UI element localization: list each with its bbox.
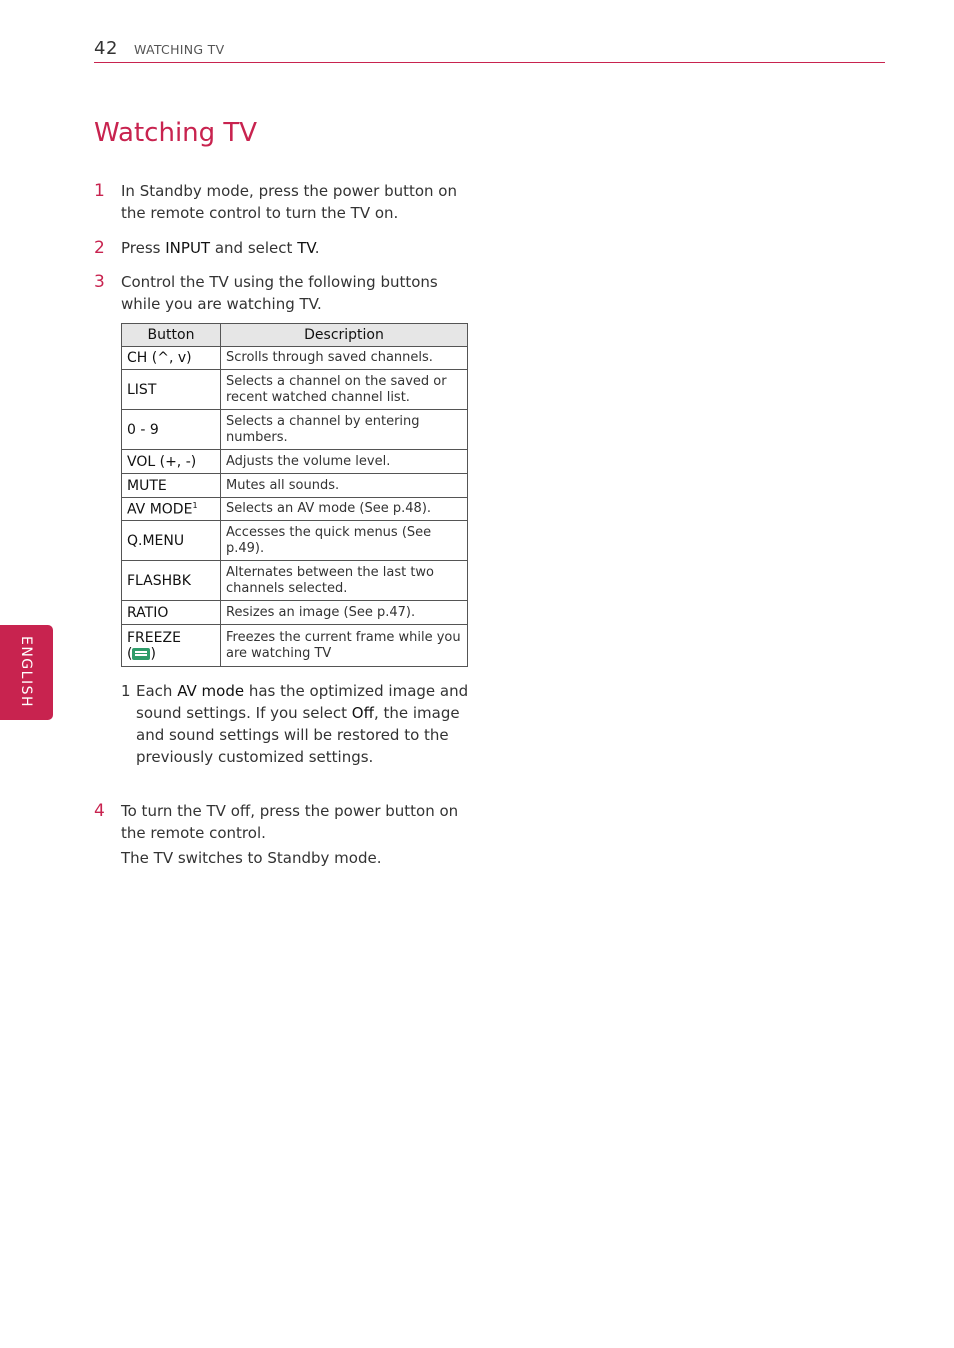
footnote-marker: 1 <box>192 500 198 510</box>
page-header <box>94 38 885 63</box>
description-cell: Selects an AV mode (See p.48). <box>221 498 468 521</box>
table-row <box>122 498 468 521</box>
description-cell: Selects a channel by entering numbers. <box>221 410 468 450</box>
tv-label: TV <box>297 239 315 257</box>
step-text: In Standby mode, press the power button on the remote control to turn the TV on. <box>121 182 457 222</box>
button-cell: Q.MENU <box>122 521 221 561</box>
table-row <box>122 625 468 667</box>
button-cell: MUTE <box>122 474 221 498</box>
section-label: WATCHING TV <box>134 42 225 57</box>
av-mode-label: AV mode <box>177 682 245 700</box>
description-cell: Resizes an image (See p.47). <box>221 601 468 625</box>
step-number: 3 <box>94 272 105 292</box>
off-label: Off <box>351 704 374 722</box>
table-row <box>122 347 468 370</box>
step-number: 1 <box>94 181 105 201</box>
language-label: ENGLISH <box>18 635 34 709</box>
button-table <box>121 323 468 667</box>
description-cell: Alternates between the last two channels selected. <box>221 561 468 601</box>
button-cell: FREEZE ( ) <box>122 625 221 667</box>
page-title: Watching TV <box>94 118 258 148</box>
step-text: Press INPUT and select TV. <box>121 239 320 257</box>
button-cell: FLASHBK <box>122 561 221 601</box>
step-text: To turn the TV off, press the power button on the remote control. The TV switches to Standby mode. <box>121 800 471 869</box>
description-cell: Scrolls through saved channels. <box>221 347 468 370</box>
description-cell: Adjusts the volume level. <box>221 450 468 474</box>
button-cell: RATIO <box>122 601 221 625</box>
button-cell: VOL (+, -) <box>122 450 221 474</box>
button-cell: 0 - 9 <box>122 410 221 450</box>
table-row <box>122 561 468 601</box>
table-row <box>122 410 468 450</box>
step-number: 2 <box>94 238 105 258</box>
footnote-number: 1 <box>121 682 131 700</box>
description-cell: Accesses the quick menus (See p.49). <box>221 521 468 561</box>
input-button-label: INPUT <box>165 239 211 257</box>
table-row <box>122 450 468 474</box>
description-cell: Mutes all sounds. <box>221 474 468 498</box>
column-header-button: Button <box>122 324 221 347</box>
button-cell: CH (^, v) <box>122 347 221 370</box>
description-cell: Freezes the current frame while you are watching TV <box>221 625 468 667</box>
page-number: 42 <box>94 38 118 59</box>
table-header-row <box>122 324 468 347</box>
button-cell: AV MODE$^1$ <box>122 498 221 521</box>
button-cell: LIST <box>122 370 221 410</box>
step-text: Control the TV using the following buttons while you are watching TV. <box>121 273 438 313</box>
table-row <box>122 474 468 498</box>
table-row <box>122 521 468 561</box>
table-row <box>122 601 468 625</box>
freeze-icon <box>132 648 150 660</box>
step-subtext: The TV switches to Standby mode. <box>121 849 382 867</box>
step-number: 4 <box>94 801 105 821</box>
description-cell: Selects a channel on the saved or recent watched channel list. <box>221 370 468 410</box>
table-row <box>122 370 468 410</box>
footnote-text: Each AV mode has the optimized image and sound settings. If you select Off, the image and sound settings will be restored to the previously customized settings. <box>136 682 469 766</box>
language-tab <box>0 625 53 720</box>
column-header-description: Description <box>221 324 468 347</box>
